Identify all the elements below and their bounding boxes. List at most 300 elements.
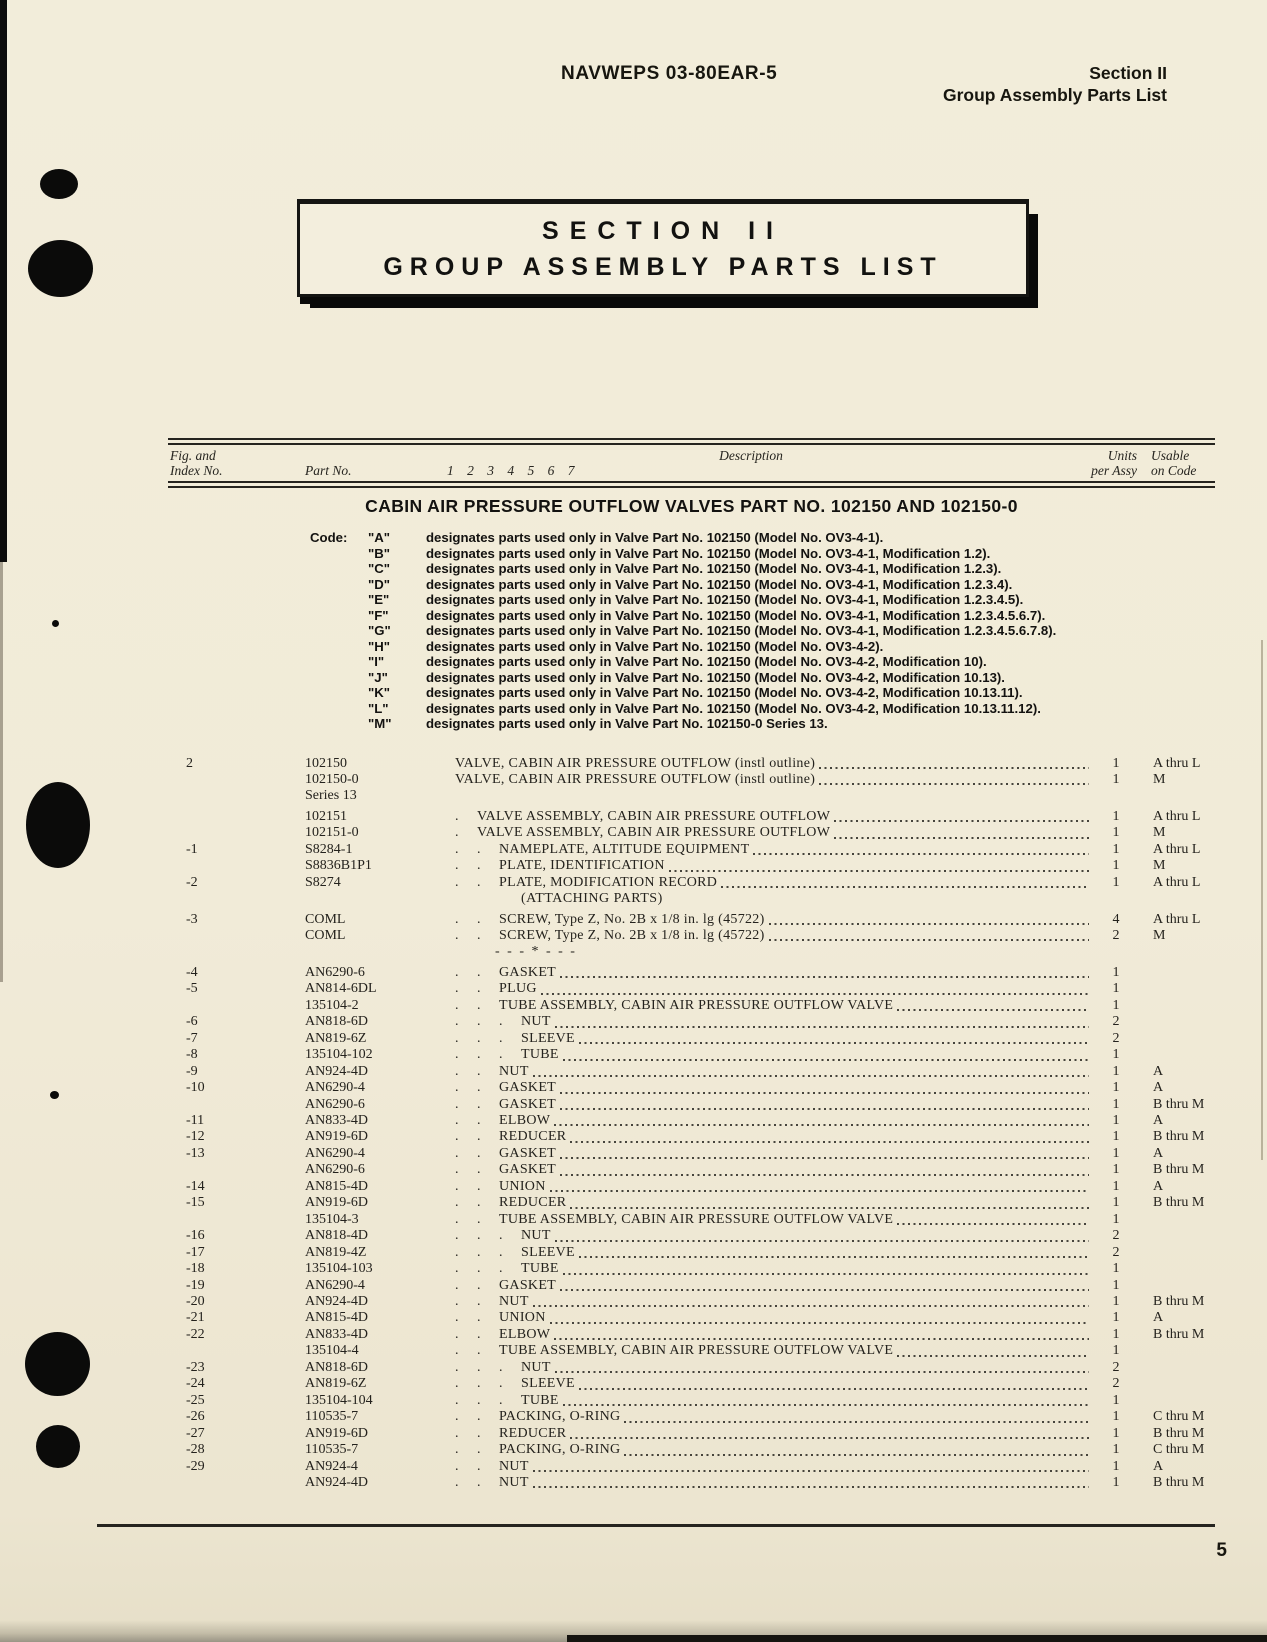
usable-on-code: A thru L — [1153, 755, 1201, 771]
code-legend-label — [168, 577, 368, 593]
code-definition: designates parts used only in Valve Part No. 102150 (Model No. OV3-4-2, Modification 10.13.11). — [426, 685, 1023, 700]
part-no: S8836B1P1 — [305, 858, 372, 874]
dot-leader — [563, 1404, 1089, 1406]
description: . . GASKET — [455, 1278, 1095, 1294]
code-definition: designates parts used only in Valve Part No. 102150 (Model No. OV3-4-1, Modification 1.2.3.4.5). — [426, 592, 1024, 607]
dot-leader — [721, 886, 1089, 888]
code-legend-label: Code: — [310, 530, 348, 545]
dot-leader — [579, 1388, 1089, 1390]
description: . . ELBOW — [455, 1113, 1095, 1129]
dot-leader — [834, 820, 1089, 822]
fig-index-no — [168, 891, 305, 907]
dot-leader — [550, 1322, 1089, 1324]
part-no — [305, 944, 455, 960]
part-no: AN814-6DL — [305, 981, 377, 997]
fig-index-no: 2 — [186, 755, 193, 771]
code-letter: "M" — [368, 716, 392, 731]
dot-leader — [570, 1437, 1089, 1439]
part-no: 135104-4 — [305, 1343, 359, 1359]
dot-leader — [897, 1009, 1089, 1011]
description: . VALVE ASSEMBLY, CABIN AIR PRESSURE OUTFLOW — [455, 809, 1095, 825]
units-per-assy: 1 — [1112, 1343, 1120, 1359]
code-definition: designates parts used only in Valve Part No. 102150 (Model No. OV3-4-1, Modification 1.2.3.4.5.6.7). — [426, 607, 1046, 623]
dot-leader — [560, 1289, 1089, 1291]
fig-index-no: -14 — [186, 1178, 205, 1194]
code-definition: designates parts used only in Valve Part No. 102150 (Model No. OV3-4-1, Modification 1.2). — [426, 545, 991, 561]
description: . . . TUBE — [455, 1261, 1095, 1277]
table-row — [168, 1228, 1215, 1244]
fig-index-no: -13 — [186, 1145, 205, 1161]
code-letter: "G" — [368, 623, 391, 638]
part-no: AN833-4D — [305, 1113, 368, 1129]
table-row — [168, 1097, 1215, 1113]
code-letter: "A" — [368, 530, 391, 545]
table-row — [168, 1409, 1215, 1425]
usable-on-code: M — [1153, 771, 1166, 787]
part-no: AN815-4D — [305, 1310, 368, 1326]
attaching-parts-note: (ATTACHING PARTS) — [521, 891, 663, 907]
dot-leader — [533, 1486, 1089, 1488]
table-row — [168, 1080, 1215, 1096]
fig-index-no: -29 — [186, 1458, 205, 1474]
usable-on-code — [1137, 1245, 1215, 1261]
units-per-assy: 1 — [1112, 1145, 1120, 1161]
units-per-assy: 2 — [1112, 1376, 1120, 1392]
fig-index-no — [168, 772, 305, 788]
description: . . . TUBE — [455, 1047, 1095, 1063]
ink-speck — [52, 620, 59, 627]
page-number: 5 — [1216, 1540, 1227, 1561]
code-letter: "H" — [368, 638, 391, 654]
fig-index-no — [168, 858, 305, 874]
units-per-assy: 1 — [1112, 1310, 1120, 1326]
code-legend-line — [168, 654, 1215, 670]
part-no: AN6290-6 — [305, 1162, 365, 1178]
col-header-indent-levels: 1 2 3 4 5 6 7 — [447, 463, 575, 478]
table-row — [168, 1031, 1215, 1047]
units-per-assy: 2 — [1112, 1030, 1120, 1046]
table-row — [168, 809, 1215, 825]
table-row — [168, 1162, 1215, 1178]
scan-edge-left-faint — [0, 562, 3, 982]
fig-index-no: -12 — [186, 1129, 205, 1145]
code-letter: "B" — [368, 545, 391, 561]
table-body — [168, 756, 1215, 1492]
fig-index-no: -11 — [186, 1113, 205, 1129]
running-header-subtitle: Group Assembly Parts List — [943, 85, 1167, 105]
code-legend-label — [168, 685, 368, 701]
table-row — [168, 944, 1215, 960]
table-rule-header-bottom — [168, 481, 1215, 488]
dot-leader — [550, 1190, 1089, 1192]
fig-index-no: -8 — [186, 1047, 198, 1063]
usable-on-code: B thru M — [1153, 1474, 1205, 1490]
scan-bottom-bar — [567, 1635, 1267, 1642]
table-row — [168, 998, 1215, 1014]
usable-on-code: C thru M — [1153, 1409, 1205, 1425]
code-legend-label — [168, 592, 368, 608]
fig-index-no: -21 — [186, 1310, 205, 1326]
description: . . NUT — [455, 1475, 1095, 1491]
fig-index-no: -20 — [186, 1294, 205, 1309]
code-letter: "C" — [368, 561, 391, 576]
usable-on-code — [1137, 891, 1215, 907]
usable-on-code — [1137, 1047, 1215, 1063]
part-no: AN924-4D — [305, 1294, 368, 1309]
usable-on-code — [1137, 788, 1215, 804]
usable-on-code: M — [1153, 858, 1166, 874]
part-no: AN6290-4 — [305, 1145, 365, 1161]
description: . . NAMEPLATE, ALTITUDE EQUIPMENT — [455, 842, 1095, 858]
table-row — [168, 1261, 1215, 1277]
table-row — [168, 1442, 1215, 1458]
parts-list-title: CABIN AIR PRESSURE OUTFLOW VALVES PART NO. 102150 AND 102150-0 — [365, 496, 1018, 516]
table-row — [168, 1393, 1215, 1409]
usable-on-code: A — [1153, 1063, 1164, 1079]
fig-index-no — [168, 1162, 305, 1178]
description: . . . TUBE — [455, 1393, 1095, 1409]
part-no: AN919-6D — [305, 1425, 368, 1441]
col-header-description: Description 1 2 3 4 5 6 7 — [447, 448, 783, 478]
part-no: 135104-3 — [305, 1211, 359, 1227]
table-row — [168, 1113, 1215, 1129]
usable-on-code — [1137, 1278, 1215, 1294]
fig-index-no: -17 — [186, 1244, 205, 1260]
fig-index-no: -6 — [186, 1014, 198, 1030]
code-letter: "I" — [368, 654, 385, 669]
usable-on-code: B thru M — [1153, 1195, 1205, 1211]
section-title-box — [297, 199, 1029, 297]
table-row — [168, 875, 1215, 891]
units-per-assy: 1 — [1112, 1063, 1120, 1079]
usable-on-code — [1137, 1031, 1215, 1047]
description: . . SCREW, Type Z, No. 2B x 1/8 in. lg (45722) — [455, 928, 1095, 944]
part-no: 110535-7 — [305, 1409, 359, 1425]
part-no: 102151 — [305, 808, 347, 824]
col-header-fig-index: Fig. and Index No. — [170, 448, 223, 478]
scan-edge-right — [1261, 640, 1263, 1160]
units-per-assy: 1 — [1112, 808, 1120, 824]
fig-index-no: -3 — [186, 911, 198, 927]
fig-index-no — [168, 809, 305, 825]
part-no: AN919-6D — [305, 1195, 368, 1211]
table-row — [168, 1376, 1215, 1392]
dot-leader — [560, 1108, 1089, 1110]
part-no: AN819-4Z — [305, 1244, 367, 1260]
fig-index-no: -22 — [186, 1326, 205, 1342]
units-per-assy: 1 — [1112, 1261, 1120, 1277]
table-row — [168, 1047, 1215, 1063]
table-row — [168, 981, 1215, 997]
description: . VALVE ASSEMBLY, CABIN AIR PRESSURE OUTFLOW — [455, 825, 1095, 841]
code-definition: designates parts used only in Valve Part No. 102150 (Model No. OV3-4-1, Modification 1.2.3). — [426, 561, 1002, 576]
code-legend-line — [168, 561, 1215, 577]
table-row — [168, 772, 1215, 788]
code-letter: "L" — [368, 700, 389, 716]
usable-on-code — [1137, 1212, 1215, 1228]
description: . . NUT — [455, 1294, 1095, 1310]
fig-index-no: -1 — [186, 841, 198, 857]
units-per-assy: 1 — [1112, 1277, 1120, 1293]
section-title-line2: GROUP ASSEMBLY PARTS LIST — [383, 252, 943, 281]
part-no: AN6290-6 — [305, 1096, 365, 1112]
description — [455, 891, 1095, 907]
description: . . TUBE ASSEMBLY, CABIN AIR PRESSURE OUTFLOW VALVE — [455, 1343, 1095, 1359]
dot-leader — [819, 783, 1089, 785]
dot-leader — [897, 1223, 1089, 1225]
table-row — [168, 965, 1215, 981]
units-per-assy: 1 — [1112, 1162, 1120, 1178]
code-legend-line — [168, 685, 1215, 701]
part-no: 135104-104 — [305, 1392, 373, 1408]
table-row — [168, 1459, 1215, 1475]
fig-index-no: -18 — [186, 1261, 205, 1277]
description: . . NUT — [455, 1064, 1095, 1080]
table-header-row — [168, 445, 1215, 481]
description: . . SCREW, Type Z, No. 2B x 1/8 in. lg (45722) — [455, 912, 1095, 928]
col-header-units: Units per Assy — [1091, 448, 1137, 478]
units-per-assy: 1 — [1112, 1458, 1120, 1474]
code-legend-line — [168, 546, 1215, 562]
description: . . GASKET — [455, 1097, 1095, 1113]
table-row — [168, 1343, 1215, 1359]
code-legend-label — [168, 546, 368, 562]
part-no: AN924-4D — [305, 1474, 368, 1490]
punch-hole-mark — [26, 782, 90, 868]
code-definition: designates parts used only in Valve Part No. 102150 (Model No. OV3-4-1, Modification 1.2.3.4). — [426, 576, 1013, 592]
description — [455, 944, 1095, 960]
table-row — [168, 788, 1215, 804]
units-per-assy: 2 — [1112, 1359, 1120, 1375]
dot-leader — [563, 1059, 1089, 1061]
table-row — [168, 1212, 1215, 1228]
description: . . UNION — [455, 1310, 1095, 1326]
units-per-assy: 1 — [1112, 874, 1120, 890]
code-legend-line — [168, 716, 1215, 732]
code-legend-label — [168, 716, 368, 732]
description: . . . SLEEVE — [455, 1245, 1095, 1261]
dot-leader — [769, 939, 1089, 941]
units-per-assy: 1 — [1112, 825, 1120, 841]
units-per-assy — [1095, 944, 1137, 960]
code-legend-line — [168, 701, 1215, 717]
dot-leader — [554, 1124, 1089, 1126]
col-header-part-no: Part No. — [305, 463, 352, 478]
part-no: AN819-6Z — [305, 1030, 367, 1046]
code-letter: "D" — [368, 576, 391, 592]
doc-number: NAVWEPS 03-80EAR-5 — [561, 63, 778, 84]
usable-on-code — [1137, 981, 1215, 997]
part-no: AN924-4 — [305, 1458, 358, 1474]
description: . . REDUCER — [455, 1426, 1095, 1442]
code-legend-label — [168, 670, 368, 686]
description: . . . SLEEVE — [455, 1376, 1095, 1392]
table-row — [168, 1310, 1215, 1326]
group-assembly-parts-table — [168, 438, 1215, 1491]
scan-edge-left — [0, 0, 7, 562]
units-per-assy: 1 — [1112, 1442, 1120, 1458]
part-no: AN818-6D — [305, 1359, 368, 1375]
units-per-assy: 1 — [1112, 964, 1120, 980]
dot-leader — [563, 1273, 1089, 1275]
fig-index-no: -24 — [186, 1376, 205, 1392]
fig-index-no: -15 — [186, 1195, 205, 1211]
fig-index-no: -4 — [186, 964, 198, 980]
usable-on-code: B thru M — [1153, 1425, 1205, 1441]
units-per-assy: 1 — [1112, 755, 1120, 771]
units-per-assy: 1 — [1112, 1294, 1120, 1309]
part-no: 102151-0 — [305, 825, 359, 841]
usable-on-code: A — [1153, 1113, 1164, 1129]
units-per-assy: 2 — [1112, 1228, 1120, 1244]
dot-leader — [555, 1371, 1089, 1373]
table-row — [168, 1245, 1215, 1261]
dot-leader — [560, 1092, 1089, 1094]
dot-leader — [555, 1026, 1089, 1028]
usable-on-code: M — [1153, 825, 1166, 841]
description: VALVE, CABIN AIR PRESSURE OUTFLOW (instl outline) — [455, 756, 1095, 772]
part-no: 135104-102 — [305, 1047, 373, 1063]
fig-index-no: -2 — [186, 874, 198, 890]
dot-leader — [579, 1256, 1089, 1258]
usable-on-code: B thru M — [1153, 1096, 1205, 1112]
fig-index-no: -19 — [186, 1277, 205, 1293]
col-header-usable-code: Usable on Code — [1151, 448, 1197, 478]
part-no: AN815-4D — [305, 1178, 368, 1194]
code-legend-line — [168, 608, 1215, 624]
units-per-assy: 1 — [1112, 997, 1120, 1013]
code-definition: designates parts used only in Valve Part No. 102150 (Model No. OV3-4-2, Modification 10.13). — [426, 669, 1005, 685]
units-per-assy: 1 — [1112, 1195, 1120, 1211]
dot-leader — [579, 1042, 1089, 1044]
punch-hole-mark — [25, 1332, 90, 1396]
code-legend-label — [168, 639, 368, 655]
fig-index-no — [168, 825, 305, 841]
fig-index-no: -23 — [186, 1359, 205, 1375]
description: . . UNION — [455, 1179, 1095, 1195]
code-legend — [168, 530, 1215, 732]
description: . . TUBE ASSEMBLY, CABIN AIR PRESSURE OUTFLOW VALVE — [455, 998, 1095, 1014]
description: . . NUT — [455, 1459, 1095, 1475]
description: . . . NUT — [455, 1228, 1095, 1244]
code-definition: designates parts used only in Valve Part No. 102150 (Model No. OV3-4-2). — [426, 638, 884, 654]
usable-on-code — [1137, 965, 1215, 981]
fig-index-no: -26 — [186, 1409, 205, 1425]
code-legend-line — [168, 670, 1215, 686]
usable-on-code: A — [1153, 1458, 1164, 1474]
table-row — [168, 842, 1215, 858]
table-row — [168, 1014, 1215, 1030]
description — [455, 788, 1095, 804]
fig-index-no: -10 — [186, 1080, 205, 1096]
code-legend-line — [168, 623, 1215, 639]
table-rule-top — [168, 438, 1215, 445]
punch-hole-mark — [28, 240, 93, 297]
units-per-assy: 1 — [1112, 1474, 1120, 1490]
table-row — [168, 1146, 1215, 1162]
code-letter: "K" — [368, 685, 391, 700]
usable-on-code — [1137, 944, 1215, 960]
description: . . GASKET — [455, 1080, 1095, 1096]
table-row — [168, 928, 1215, 944]
table-row — [168, 1360, 1215, 1376]
units-per-assy: 1 — [1112, 858, 1120, 874]
dot-leader — [533, 1075, 1089, 1077]
units-per-assy: 1 — [1112, 771, 1120, 787]
table-row — [168, 1426, 1215, 1442]
fig-index-no — [168, 788, 305, 804]
code-definition: designates parts used only in Valve Part No. 102150 (Model No. OV3-4-1, Modification 1.2.3.4.5.6.7.8). — [426, 623, 1057, 638]
dot-leader — [753, 853, 1089, 855]
code-legend-line — [168, 639, 1215, 655]
code-legend-label — [168, 608, 368, 624]
dot-leader — [555, 1240, 1089, 1242]
table-row — [168, 912, 1215, 928]
dot-leader — [769, 923, 1089, 925]
fig-index-no — [168, 1212, 305, 1228]
code-legend-line — [168, 577, 1215, 593]
part-no: 135104-2 — [305, 997, 359, 1013]
usable-on-code: M — [1153, 928, 1166, 944]
code-letter: "F" — [368, 607, 389, 623]
part-no: Series 13 — [305, 788, 357, 804]
code-legend-line — [168, 592, 1215, 608]
usable-on-code — [1137, 1228, 1215, 1244]
description: . . REDUCER — [455, 1129, 1095, 1145]
part-no: 135104-103 — [305, 1261, 373, 1277]
part-no: AN919-6D — [305, 1129, 368, 1145]
fig-index-no: -9 — [186, 1063, 198, 1079]
parts-separator: - - - * - - - — [495, 944, 577, 960]
units-per-assy: 1 — [1112, 1113, 1120, 1129]
code-definition: designates parts used only in Valve Part No. 102150 (Model No. OV3-4-2, Modification 10.13.11.12). — [426, 700, 1041, 716]
table-row — [168, 1278, 1215, 1294]
units-per-assy — [1095, 788, 1137, 804]
usable-on-code: A — [1153, 1145, 1164, 1161]
fig-index-no — [168, 944, 305, 960]
units-per-assy: 1 — [1112, 1409, 1120, 1425]
part-no: COML — [305, 911, 346, 927]
description: . . ELBOW — [455, 1327, 1095, 1343]
description: . . . NUT — [455, 1360, 1095, 1376]
usable-on-code — [1137, 1014, 1215, 1030]
section-title-line1: SECTION II — [542, 216, 784, 245]
part-no: AN6290-4 — [305, 1277, 365, 1293]
dot-leader — [560, 1157, 1089, 1159]
part-no: AN818-6D — [305, 1014, 368, 1030]
usable-on-code: A — [1153, 1178, 1164, 1194]
code-definition: designates parts used only in Valve Part No. 102150-0 Series 13. — [426, 716, 828, 731]
dot-leader — [541, 993, 1089, 995]
usable-on-code — [1137, 1393, 1215, 1409]
part-no: AN819-6Z — [305, 1376, 367, 1392]
part-no: S8274 — [305, 874, 341, 890]
description: . . PLATE, MODIFICATION RECORD — [455, 875, 1095, 891]
usable-on-code: B thru M — [1153, 1326, 1205, 1342]
code-legend-label — [168, 701, 368, 717]
usable-on-code: A thru L — [1153, 874, 1201, 890]
description: . . TUBE ASSEMBLY, CABIN AIR PRESSURE OUTFLOW VALVE — [455, 1212, 1095, 1228]
dot-leader — [669, 870, 1089, 872]
fig-index-no — [168, 1343, 305, 1359]
dot-leader — [570, 1207, 1089, 1209]
running-header — [943, 62, 1167, 106]
part-no: S8284-1 — [305, 841, 353, 857]
description: . . GASKET — [455, 1162, 1095, 1178]
units-per-assy: 1 — [1112, 1326, 1120, 1342]
fig-index-no: -25 — [186, 1392, 205, 1408]
part-no: AN833-4D — [305, 1326, 368, 1342]
